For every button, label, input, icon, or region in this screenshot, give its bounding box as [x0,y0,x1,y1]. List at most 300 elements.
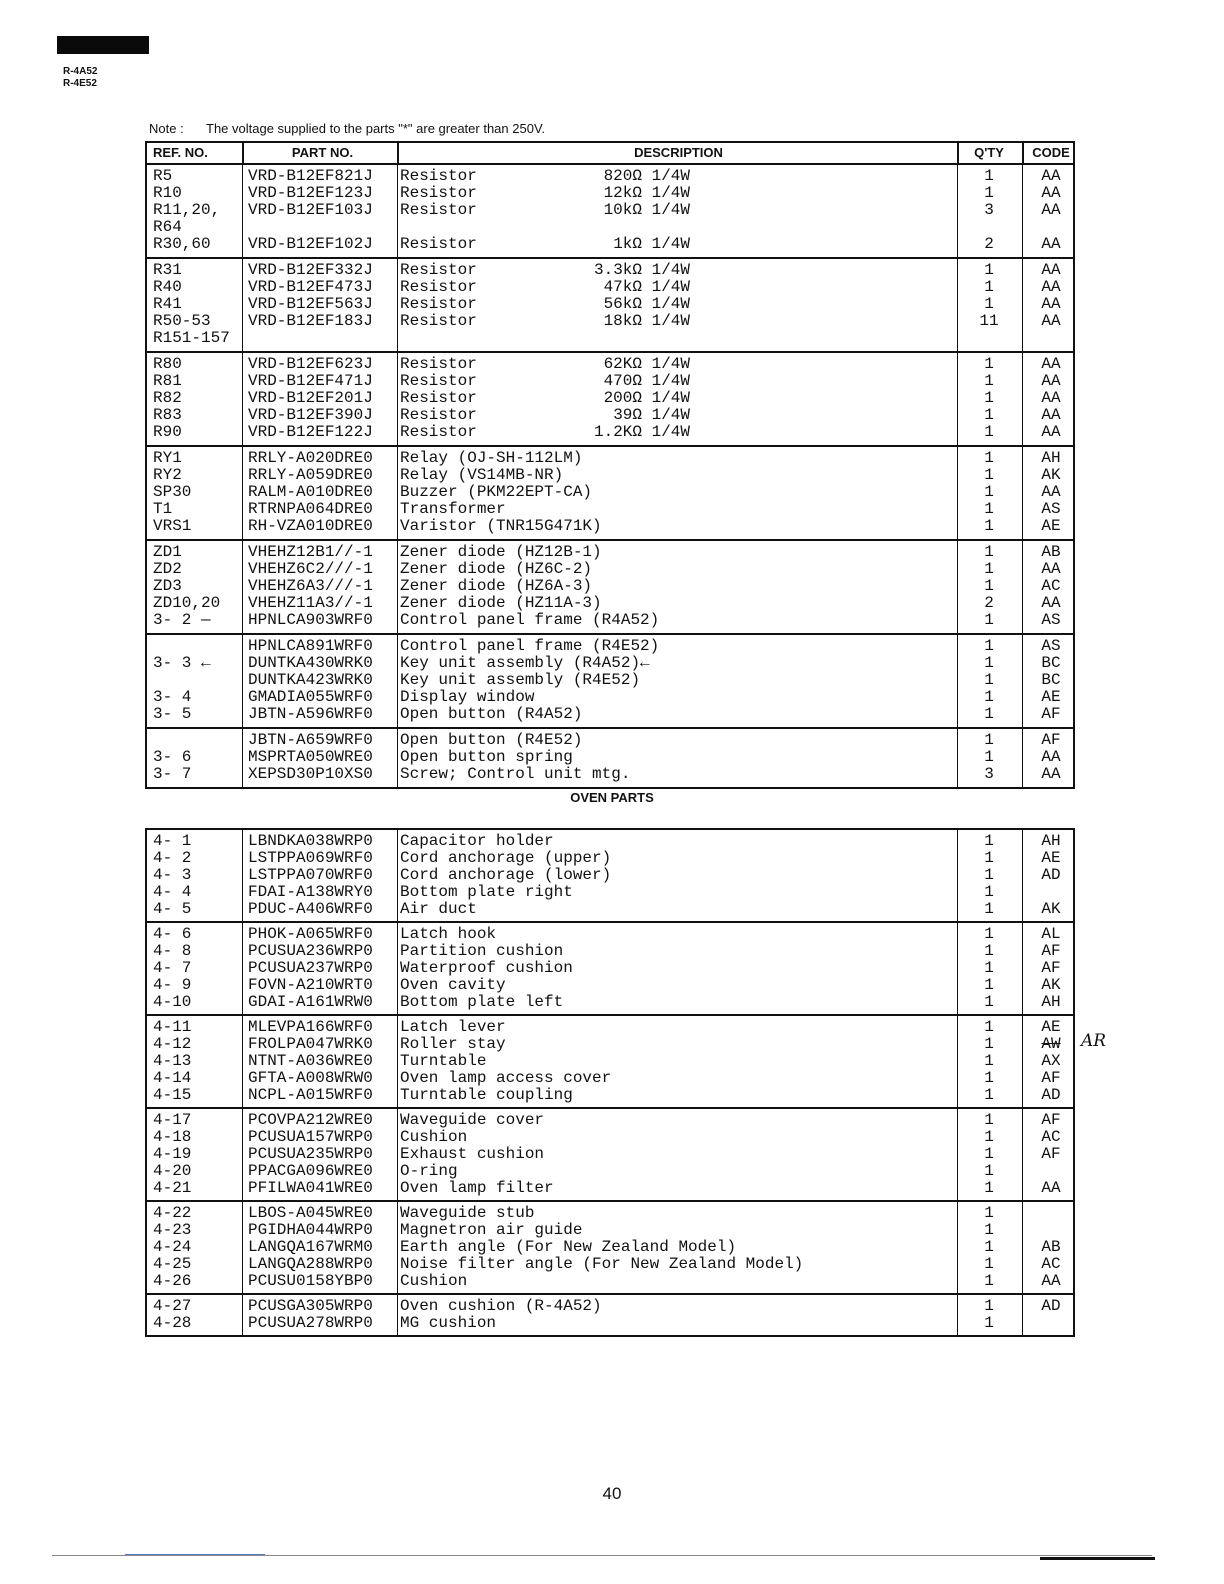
table-row [147,1298,1073,1315]
quantity: 1 [984,389,994,407]
part-no: VHEHZ6A3///-1 [248,577,373,595]
table-row [147,373,1073,390]
quantity: 1 [984,900,994,918]
voltage-note [149,121,545,136]
ref-no: 3- 3 ← [153,654,211,672]
ref-no: ZD3 [153,577,182,595]
price-code: AA [1041,261,1061,279]
ref-no: 4-25 [153,1255,192,1273]
row-group [147,729,1073,787]
ref-no: ZD1 [153,543,182,561]
description: Partition cushion [400,942,564,960]
quantity: 1 [984,261,994,279]
parts-table-oven [145,828,1075,1337]
rating: 3.3kΩ 1/4W [593,261,690,279]
table-row [147,994,1073,1011]
price-code: AL [1041,925,1061,943]
quantity: 1 [984,483,994,501]
description: Varistor (TNR15G471K) [400,517,602,535]
ref-no: 4-14 [153,1069,192,1087]
description: Zener diode (HZ6C-2) [400,560,593,578]
table-row [147,833,1073,850]
part-no: VHEHZ11A3//-1 [248,594,373,612]
price-code: AA [1041,483,1061,501]
quantity: 1 [984,1162,994,1180]
ref-no: RY2 [153,466,182,484]
quantity: 1 [984,1221,994,1239]
rating: 1.2KΩ 1/4W [593,423,690,441]
part-no: PCUSUA237WRP0 [248,959,373,977]
ref-no: R151-157 [153,329,230,347]
description: Resistor [400,355,477,373]
table-row [147,1222,1073,1239]
part-no: RRLY-A020DRE0 [248,449,373,467]
footer-rule [1040,1557,1155,1560]
price-code: AF [1041,705,1061,723]
quantity: 1 [984,688,994,706]
price-code: AA [1041,560,1061,578]
quantity: 1 [984,1086,994,1104]
quantity: 1 [984,355,994,373]
ref-no: R83 [153,406,182,424]
description: Latch lever [400,1018,506,1036]
ref-no: 4- 8 [153,942,192,960]
table-row [147,1163,1073,1180]
quantity: 1 [984,866,994,884]
row-group [147,353,1073,447]
ref-no: 3- 4 [153,688,192,706]
description: Waterproof cushion [400,959,573,977]
ref-no: 4- 2 [153,849,192,867]
model-number: R-4E52 [63,78,97,89]
description: Waveguide cover [400,1111,545,1129]
ref-no: 4-24 [153,1238,192,1256]
price-code: AA [1041,201,1061,219]
description: Waveguide stub [400,1204,535,1222]
part-no: LBOS-A045WRE0 [248,1204,373,1222]
part-no: RALM-A010DRE0 [248,483,373,501]
ref-no: R5 [153,167,173,185]
description: Cushion [400,1272,468,1290]
section-title: OVEN PARTS [570,790,654,805]
part-no: LANGQA167WRM0 [248,1238,373,1256]
part-no: FDAI-A138WRY0 [248,883,373,901]
quantity: 1 [984,731,994,749]
ref-no: 4-20 [153,1162,192,1180]
description: Capacitor holder [400,832,554,850]
table-row [147,1036,1073,1053]
ref-no: R82 [153,389,182,407]
note-text: The voltage supplied to the parts "*" are greater than 250V. [206,121,546,136]
description: Cord anchorage (upper) [400,849,612,867]
ref-no: 4- 3 [153,866,192,884]
description: Oven cushion (R-4A52) [400,1297,602,1315]
ref-no: SP30 [153,483,192,501]
description: Open button (R4E52) [400,731,583,749]
price-code: AA [1041,389,1061,407]
quantity: 1 [984,1238,994,1256]
ref-no: 3- 2 — [153,611,211,629]
part-no: GFTA-A008WRW0 [248,1069,373,1087]
description: Resistor [400,167,477,185]
row-group [147,259,1073,353]
table-row [147,655,1073,672]
table-row [147,926,1073,943]
price-code: BC [1041,654,1061,672]
description: Roller stay [400,1035,506,1053]
description: Cushion [400,1128,468,1146]
quantity: 1 [984,1255,994,1273]
part-no: VRD-B12EF473J [248,278,373,296]
rating: 10kΩ 1/4W [603,201,690,219]
description: Screw; Control unit mtg. [400,765,631,783]
part-no: MLEVPA166WRF0 [248,1018,373,1036]
ref-no: 4- 7 [153,959,192,977]
quantity: 1 [984,883,994,901]
description: Oven cavity [400,976,506,994]
parts-table-control [145,141,1075,789]
description: Bottom plate left [400,993,564,1011]
part-no: HPNLCA891WRF0 [248,637,373,655]
part-no: VRD-B12EF623J [248,355,373,373]
description: Resistor [400,261,477,279]
price-code: AC [1041,1128,1061,1146]
ref-no: 4- 5 [153,900,192,918]
rating: 18kΩ 1/4W [603,312,690,330]
rating: 47kΩ 1/4W [603,278,690,296]
table-row [147,1019,1073,1036]
quantity: 1 [984,671,994,689]
description: O-ring [400,1162,458,1180]
table-row [147,1070,1073,1087]
part-no: VHEHZ6C2///-1 [248,560,373,578]
price-code: AA [1041,355,1061,373]
description: Resistor [400,389,477,407]
table-row [147,638,1073,655]
ref-no: 4-19 [153,1145,192,1163]
table-row [147,544,1073,561]
table-row [147,407,1073,424]
part-no: VRD-B12EF821J [248,167,373,185]
table-row [147,960,1073,977]
ref-no: 4-21 [153,1179,192,1197]
description: Zener diode (HZ11A-3) [400,594,602,612]
quantity: 3 [984,765,994,783]
description: Relay (OJ-SH-112LM) [400,449,583,467]
part-no: RRLY-A059DRE0 [248,466,373,484]
table-row [147,262,1073,279]
ref-no: 4- 4 [153,883,192,901]
quantity: 1 [984,560,994,578]
part-no: VRD-B12EF103J [248,201,373,219]
price-code: AE [1041,1018,1061,1036]
description: Control panel frame (R4A52) [400,611,660,629]
price-code: AX [1041,1052,1061,1070]
part-no: XEPSD30P10XS0 [248,765,373,783]
ref-no: 3- 5 [153,705,192,723]
ref-no: ZD2 [153,560,182,578]
quantity: 1 [984,832,994,850]
part-no: DUNTKA423WRK0 [248,671,373,689]
description: Key unit assembly (R4E52) [400,671,641,689]
price-code: AA [1041,184,1061,202]
price-code: AA [1041,312,1061,330]
quantity: 1 [984,1204,994,1222]
description: Air duct [400,900,477,918]
price-code: AB [1041,1238,1061,1256]
quantity: 1 [984,705,994,723]
description: Turntable coupling [400,1086,573,1104]
note-label: Note : [149,121,184,136]
quantity: 1 [984,543,994,561]
description: Resistor [400,184,477,202]
page-number: 40 [602,1484,622,1503]
quantity: 1 [984,517,994,535]
table-row [147,1273,1073,1290]
table-row [147,1146,1073,1163]
ref-no: R90 [153,423,182,441]
part-no: PGIDHA044WRP0 [248,1221,373,1239]
description: Turntable [400,1052,487,1070]
row-group [147,1295,1073,1335]
price-code: AC [1041,1255,1061,1273]
price-code: AF [1041,731,1061,749]
table-row [147,943,1073,960]
price-code: AA [1041,235,1061,253]
ref-no: 4-12 [153,1035,192,1053]
ref-no: R81 [153,372,182,390]
part-no: NCPL-A015WRF0 [248,1086,373,1104]
quantity: 1 [984,1035,994,1053]
quantity: 1 [984,637,994,655]
description: Resistor [400,423,477,441]
description: Zener diode (HZ12B-1) [400,543,602,561]
rating: 470Ω 1/4W [603,372,690,390]
table-row [147,749,1073,766]
ref-no: R41 [153,295,182,313]
row-group [147,923,1073,1016]
table-row [147,1180,1073,1197]
part-no: RTRNPA064DRE0 [248,500,373,518]
price-code: AD [1041,1086,1061,1104]
part-no: VRD-B12EF332J [248,261,373,279]
table-row [147,518,1073,535]
part-no: JBTN-A659WRF0 [248,731,373,749]
table-row [147,1112,1073,1129]
ref-no: R30,60 [153,235,211,253]
description: Transformer [400,500,506,518]
part-no: PHOK-A065WRF0 [248,925,373,943]
price-code: AH [1041,449,1061,467]
ref-no: RY1 [153,449,182,467]
description: Resistor [400,235,477,253]
rating: 62KΩ 1/4W [603,355,690,373]
row-group [147,447,1073,541]
ref-no: 4-26 [153,1272,192,1290]
model-numbers [63,66,97,90]
part-no: HPNLCA903WRF0 [248,611,373,629]
quantity: 1 [984,1179,994,1197]
price-code: AK [1041,976,1061,994]
price-code: AE [1041,849,1061,867]
description: Oven lamp access cover [400,1069,612,1087]
col-ref-no: REF. NO. [153,145,208,160]
part-no: PCUSUA235WRP0 [248,1145,373,1163]
part-no: VHEHZ12B1//-1 [248,543,373,561]
header-black-bar [57,36,149,54]
price-code: AS [1041,500,1061,518]
rating: 1kΩ 1/4W [613,235,690,253]
part-no: NTNT-A036WRE0 [248,1052,373,1070]
description: Resistor [400,406,477,424]
table-row [147,330,1073,347]
ref-no: 4-28 [153,1314,192,1332]
table-row [147,356,1073,373]
ref-no: 4-13 [153,1052,192,1070]
part-no: VRD-B12EF123J [248,184,373,202]
rating: 56kΩ 1/4W [603,295,690,313]
price-code: AF [1041,959,1061,977]
table-row [147,1315,1073,1332]
price-code: AD [1041,866,1061,884]
price-code: AE [1041,517,1061,535]
price-code: AF [1041,1145,1061,1163]
ref-no: R11,20, [153,201,221,219]
price-code: AA [1041,295,1061,313]
ref-no: 4-22 [153,1204,192,1222]
description: Noise filter angle (For New Zealand Model) [400,1255,804,1273]
part-no: PCUSUA236WRP0 [248,942,373,960]
description: Zener diode (HZ6A-3) [400,577,593,595]
price-code: AA [1041,423,1061,441]
description: Resistor [400,201,477,219]
table-row [147,1053,1073,1070]
ref-no: 4-23 [153,1221,192,1239]
table-row [147,977,1073,994]
price-code: AA [1041,748,1061,766]
row-group [147,635,1073,729]
price-code: AH [1041,832,1061,850]
part-no: LSTPPA070WRF0 [248,866,373,884]
ref-no: 4- 9 [153,976,192,994]
table-row [147,219,1073,236]
part-no: PFILWA041WRE0 [248,1179,373,1197]
price-code: AA [1041,406,1061,424]
ref-no: R40 [153,278,182,296]
quantity: 1 [984,849,994,867]
table-row [147,501,1073,518]
quantity: 1 [984,278,994,296]
row-group [147,1016,1073,1109]
table-row [147,424,1073,441]
part-no: VRD-B12EF183J [248,312,373,330]
part-no: GMADIA055WRF0 [248,688,373,706]
quantity: 1 [984,976,994,994]
part-no: LSTPPA069WRF0 [248,849,373,867]
row-group [147,541,1073,635]
quantity: 1 [984,1018,994,1036]
table-row [147,850,1073,867]
model-number: R-4A52 [63,66,98,77]
quantity: 2 [984,594,994,612]
price-code: AF [1041,1069,1061,1087]
price-code: BC [1041,671,1061,689]
table-row [147,296,1073,313]
row-group [147,830,1073,923]
price-code: AB [1041,543,1061,561]
description: Oven lamp filter [400,1179,554,1197]
quantity: 1 [984,959,994,977]
description: Bottom plate right [400,883,573,901]
table-row [147,1129,1073,1146]
description: Control panel frame (R4E52) [400,637,660,655]
part-no: PCOVPA212WRE0 [248,1111,373,1129]
price-code: AE [1041,688,1061,706]
table-row [147,867,1073,884]
table-row [147,901,1073,918]
quantity: 1 [984,611,994,629]
col-description: DESCRIPTION [634,145,723,160]
table-row [147,279,1073,296]
table-row [147,450,1073,467]
rating: 820Ω 1/4W [603,167,690,185]
rating: 200Ω 1/4W [603,389,690,407]
description: Resistor [400,312,477,330]
ref-no: R80 [153,355,182,373]
table-row [147,612,1073,629]
table-row [147,236,1073,253]
quantity: 1 [984,1069,994,1087]
price-code: AA [1041,278,1061,296]
ref-no: 3- 7 [153,765,192,783]
price-code: AS [1041,611,1061,629]
quantity: 1 [984,1272,994,1290]
description: Latch hook [400,925,497,943]
ref-no: 4-18 [153,1128,192,1146]
part-no: FOVN-A210WRT0 [248,976,373,994]
price-code: AF [1041,942,1061,960]
table-row [147,1087,1073,1104]
table-row [147,313,1073,330]
description: Buzzer (PKM22EPT-CA) [400,483,593,501]
quantity: 3 [984,201,994,219]
part-no: PCUSGA305WRP0 [248,1297,373,1315]
quantity: 1 [984,406,994,424]
row-group [147,1202,1073,1295]
quantity: 1 [984,1128,994,1146]
description: Resistor [400,295,477,313]
description: Open button spring [400,748,573,766]
quantity: 1 [984,295,994,313]
table-header [147,143,1073,165]
ref-no: ZD10,20 [153,594,221,612]
part-no: VRD-B12EF102J [248,235,373,253]
table-row [147,202,1073,219]
table-row [147,484,1073,501]
ref-no: R50-53 [153,312,211,330]
ref-no: 4-17 [153,1111,192,1129]
price-code: AA [1041,167,1061,185]
handwritten-note: AR [1081,1031,1107,1051]
part-no: PDUC-A406WRF0 [248,900,373,918]
quantity: 1 [984,449,994,467]
table-row [147,884,1073,901]
table-row [147,185,1073,202]
quantity: 1 [984,167,994,185]
quantity: 1 [984,1111,994,1129]
description: Exhaust cushion [400,1145,545,1163]
price-code: AA [1041,1272,1061,1290]
